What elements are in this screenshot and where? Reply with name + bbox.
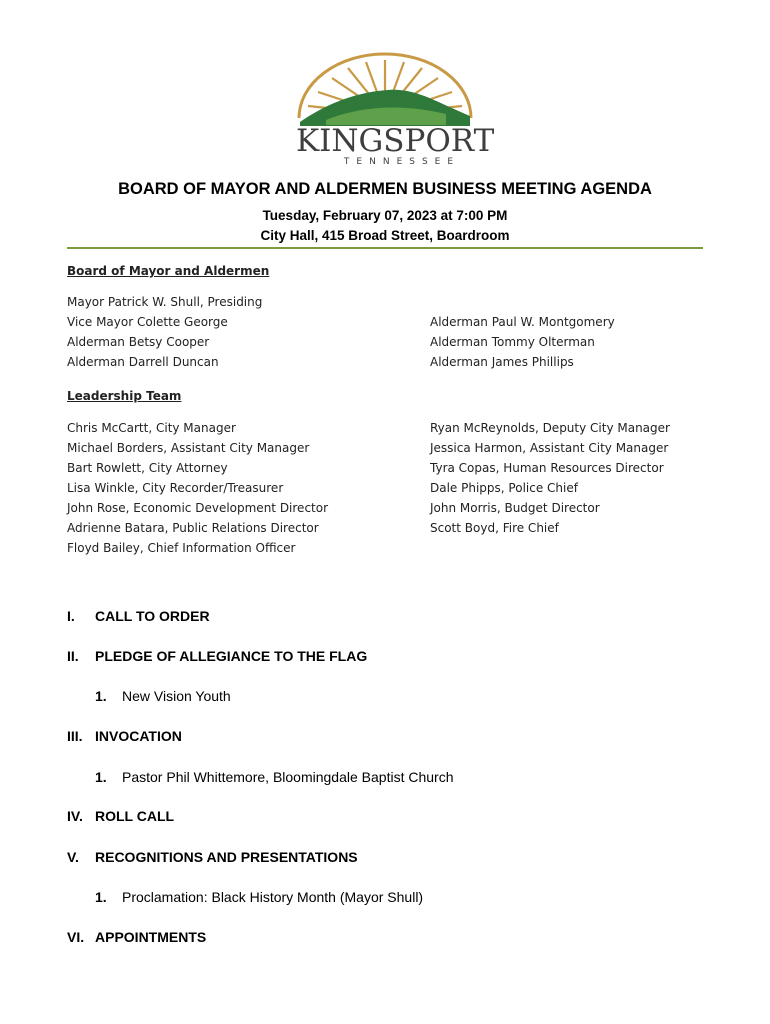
leadership-member: John Morris, Budget Director bbox=[430, 501, 600, 515]
agenda-number: VI. bbox=[67, 929, 85, 945]
leadership-member: Floyd Bailey, Chief Information Officer bbox=[67, 541, 296, 555]
subitem-number: 1. bbox=[95, 769, 107, 785]
board-heading: Board of Mayor and Aldermen bbox=[67, 264, 270, 278]
logo-wordmark: KINGSPORT bbox=[296, 123, 495, 159]
subitem-number: 1. bbox=[95, 889, 107, 905]
leadership-member: Dale Phipps, Police Chief bbox=[430, 481, 578, 495]
logo-state: TENNESSEE bbox=[343, 157, 461, 167]
meeting-location: City Hall, 415 Broad Street, Boardroom bbox=[260, 228, 510, 243]
board-left-column bbox=[67, 294, 262, 374]
agenda-item-recognitions bbox=[67, 848, 358, 866]
leadership-member: John Rose, Economic Development Director bbox=[67, 501, 329, 515]
board-right-column bbox=[430, 314, 615, 374]
agenda-item-roll-call bbox=[67, 807, 174, 825]
board-member: Vice Mayor Colette George bbox=[67, 315, 228, 329]
subitem-number: 1. bbox=[95, 688, 107, 704]
agenda-label: RECOGNITIONS AND PRESENTATIONS bbox=[95, 849, 358, 865]
board-member: Alderman Tommy Olterman bbox=[430, 335, 595, 349]
leadership-member: Ryan McReynolds, Deputy City Manager bbox=[430, 421, 670, 435]
agenda-number: I. bbox=[67, 608, 75, 624]
agenda-label: CALL TO ORDER bbox=[95, 608, 210, 624]
subitem-label: Pastor Phil Whittemore, Bloomingdale Baptist Church bbox=[122, 769, 454, 785]
sun-hills-emblem-icon bbox=[296, 52, 474, 126]
agenda-subitem bbox=[95, 687, 231, 705]
board-member: Alderman Paul W. Montgomery bbox=[430, 315, 615, 329]
subitem-label: New Vision Youth bbox=[122, 688, 231, 704]
board-member: Alderman Betsy Cooper bbox=[67, 335, 210, 349]
agenda-item-invocation bbox=[67, 727, 182, 745]
agenda-number: V. bbox=[67, 849, 79, 865]
meeting-date: Tuesday, February 07, 2023 at 7:00 PM bbox=[262, 208, 508, 223]
leadership-member: Scott Boyd, Fire Chief bbox=[430, 521, 559, 535]
agenda-label: PLEDGE OF ALLEGIANCE TO THE FLAG bbox=[95, 648, 368, 664]
leadership-left-column bbox=[67, 420, 328, 560]
agenda-item-appointments bbox=[67, 928, 206, 946]
leadership-heading: Leadership Team bbox=[67, 389, 182, 403]
agenda-subitem bbox=[95, 888, 423, 906]
agenda-number: II. bbox=[67, 648, 79, 664]
agenda-label: INVOCATION bbox=[95, 728, 182, 744]
subitem-label: Proclamation: Black History Month (Mayor Shull) bbox=[122, 889, 424, 905]
leadership-member: Bart Rowlett, City Attorney bbox=[67, 461, 228, 475]
leadership-member: Lisa Winkle, City Recorder/Treasurer bbox=[67, 481, 284, 495]
leadership-member: Chris McCartt, City Manager bbox=[67, 421, 236, 435]
leadership-member: Michael Borders, Assistant City Manager bbox=[67, 441, 310, 455]
leadership-member: Tyra Copas, Human Resources Director bbox=[430, 461, 664, 475]
board-member: Alderman James Phillips bbox=[430, 355, 574, 369]
agenda-item-call-to-order bbox=[67, 607, 210, 625]
leadership-member: Adrienne Batara, Public Relations Director bbox=[67, 521, 319, 535]
agenda-title: BOARD OF MAYOR AND ALDERMEN BUSINESS MEETING AGENDA bbox=[118, 180, 652, 198]
leadership-member: Jessica Harmon, Assistant City Manager bbox=[430, 441, 669, 455]
agenda-number: IV. bbox=[67, 808, 83, 824]
agenda-subitem bbox=[95, 768, 453, 786]
agenda-label: APPOINTMENTS bbox=[95, 929, 207, 945]
board-member: Alderman Darrell Duncan bbox=[67, 355, 219, 369]
header-divider bbox=[67, 247, 703, 249]
leadership-right-column bbox=[430, 420, 670, 540]
kingsport-logo bbox=[296, 52, 495, 172]
board-member: Mayor Patrick W. Shull, Presiding bbox=[67, 295, 263, 309]
agenda-number: III. bbox=[67, 728, 83, 744]
agenda-item-pledge bbox=[67, 647, 367, 665]
agenda-label: ROLL CALL bbox=[95, 808, 175, 824]
